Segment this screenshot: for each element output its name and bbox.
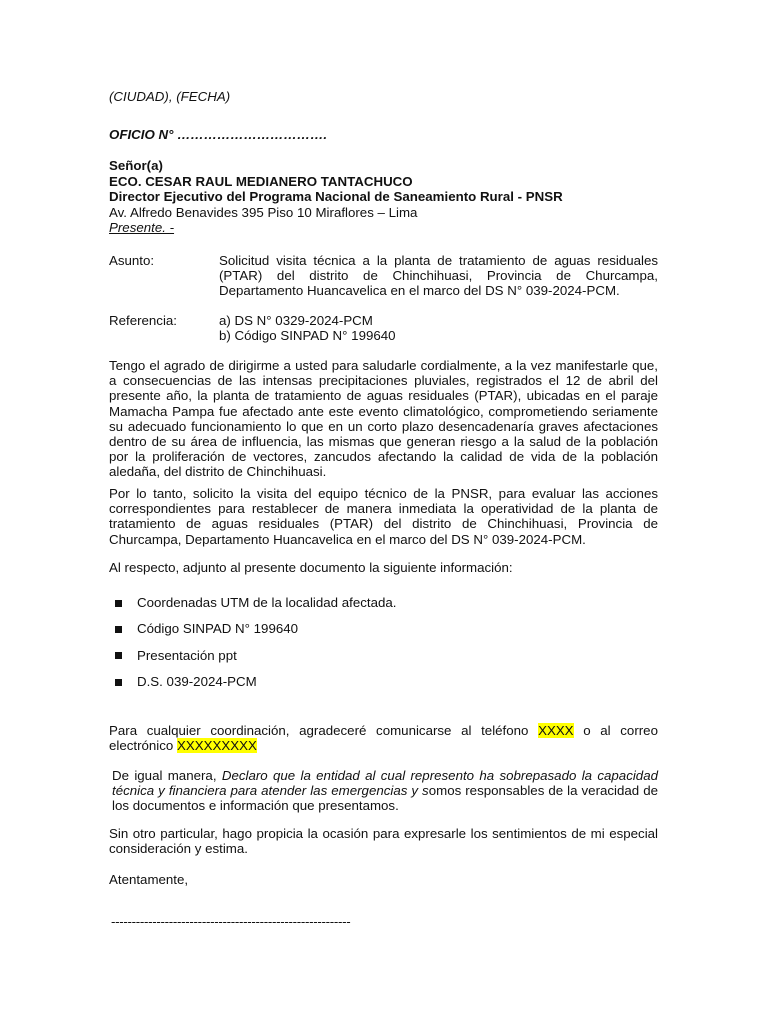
bullet-square-icon	[115, 600, 122, 607]
bullet-square-icon	[115, 626, 122, 633]
bullet-square-icon	[115, 652, 122, 659]
list-item	[109, 595, 658, 621]
list-item-text: Coordenadas UTM de la localidad afectada.	[137, 595, 397, 610]
body-paragraph-1: Tengo el agrado de dirigirme a usted para saludarle cordialmente, a la vez manifestarle que, a consecuencias de las intensas precipitaciones pluviales, registrados el 12 de abril del presente año, la planta de tratamiento de aguas residuales (PTAR), ubicadas en el paraje Mamacha Pampa fue afectado ante este evento climatológico, comprometiendo seriamente su adecuado funcionamiento lo que en un corto plazo desencadenaría graves afectaciones dentro de su área de influencia, las mismas que generan riesgo a la salud de la población por la proliferación de vectores, zancudos afectando la calidad de vida de la población aledaña, del distrito de Chinchihuasi.	[109, 358, 658, 480]
referencia-values	[219, 313, 658, 343]
email-placeholder: XXXXXXXXX	[177, 738, 257, 754]
closing-paragraph: Sin otro particular, hago propicia la ocasión para expresarle los sentimientos de mi especial consideración y estima.	[109, 826, 658, 857]
declaration-text-post: omos responsables de la veracidad de los documentos e información que presentamos.	[112, 783, 658, 814]
list-item	[109, 621, 658, 647]
recipient-address: Av. Alfredo Benavides 395 Piso 10 Miraflores – Lima	[109, 205, 418, 220]
list-item-text: D.S. 039-2024-PCM	[137, 674, 257, 690]
referencia-row	[109, 313, 658, 345]
referencia-label: Referencia:	[109, 313, 177, 328]
list-item-text: Presentación ppt	[137, 647, 237, 663]
signature-line: ----------------------------------------------------------	[111, 914, 351, 929]
place-date: (CIUDAD), (FECHA)	[109, 89, 231, 104]
referencia-a: a) DS N° 0329-2024-PCM	[219, 313, 373, 328]
contact-text-pre: Para cualquier coordinación, agradeceré comunicarse al teléfono	[109, 723, 539, 738]
referencia-b: b) Código SINPAD N° 199640	[219, 328, 396, 344]
recipient-name: ECO. CESAR RAUL MEDIANERO TANTACHUCO	[109, 174, 413, 189]
attachments-list-container	[109, 595, 658, 701]
contact-text-mid: o al correo electrónico	[109, 723, 658, 754]
list-item	[109, 674, 658, 700]
asunto-text: Solicitud visita técnica a la planta de tratamiento de aguas residuales (PTAR) del distrito de Chinchihuasi, Provincia de Churcampa, Departamento Huancavelica en el marco del DS N° 039-2024-PCM.	[219, 253, 658, 299]
attachments-list	[109, 595, 658, 701]
list-item	[109, 648, 658, 674]
contact-paragraph	[109, 723, 658, 753]
recipient-position: Director Ejecutivo del Programa Nacional de Saneamiento Rural - PNSR	[109, 189, 563, 204]
oficio-number: OFICIO N° …………………………….	[109, 127, 328, 142]
asunto-label: Asunto:	[109, 253, 155, 268]
phone-placeholder: XXXX	[538, 723, 574, 738]
atentamente: Atentamente,	[109, 872, 189, 887]
salutation: Señor(a)	[109, 158, 163, 173]
declaration-paragraph	[112, 768, 658, 814]
declaration-text-pre: De igual manera,	[112, 768, 222, 783]
body-paragraph-2: Por lo tanto, solicito la visita del equipo técnico de la PNSR, para evaluar las acciones correspondientes para restablecer de manera inmediata la operatividad de la planta de tratamiento de aguas residuales (PTAR) del distrito de Chinchihuasi, Provincia de Churcampa, Departamento Huancavelica en el marco del DS N° 039-2024-PCM.	[109, 486, 658, 547]
bullet-square-icon	[115, 679, 122, 686]
body-paragraph-3: Al respecto, adjunto al presente documento la siguiente información:	[109, 560, 513, 575]
asunto-row	[109, 253, 658, 301]
presente: Presente. -	[109, 220, 175, 235]
declaration-text-italic: Declaro que la entidad al cual represento ha sobrepasado la capacidad técnica y financiera para atender las emergencias y s	[112, 768, 658, 799]
list-item-text: Código SINPAD N° 199640	[137, 621, 299, 637]
